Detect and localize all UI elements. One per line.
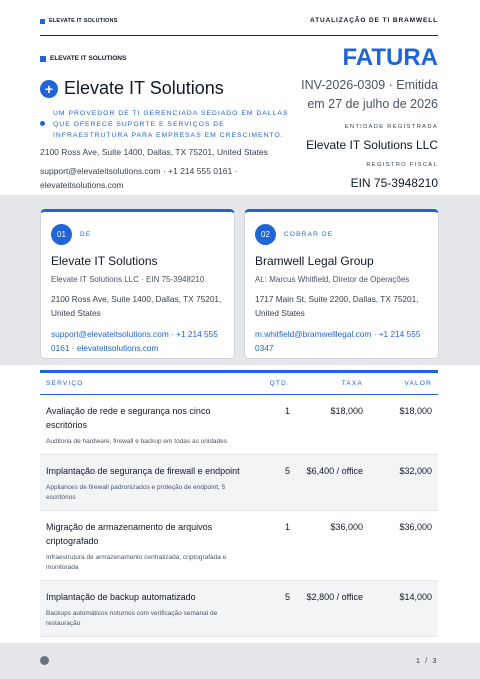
service-cell: [40, 520, 250, 580]
square-icon: [40, 19, 45, 24]
from-sub: Elevate IT Solutions LLC · EIN 75-3948210: [51, 275, 205, 284]
service-name: Migração de armazenamento de arquivos criptografado: [46, 521, 213, 546]
rate-cell: $2,800 / office: [306, 591, 363, 602]
from-contact-link[interactable]: support@elevateitsolutions.com · +1 214 555 0161 · elevateitsolutions.com: [51, 329, 218, 353]
from-address: 2100 Ross Ave, Suite 1400, Dallas, TX 75201, United States: [51, 294, 222, 318]
tax-label: REGISTRO FISCAL: [366, 162, 438, 168]
rate-cell: $6,400 / office: [306, 465, 363, 476]
table-row: [40, 511, 438, 581]
table-row: [40, 455, 438, 511]
table-header: [40, 370, 438, 395]
service-name: Implantação de backup automatizado: [46, 591, 196, 602]
qty-cell: 5: [284, 465, 290, 476]
rate-cell: $36,000: [330, 521, 363, 532]
top-bar: [40, 14, 438, 36]
topbar-brand: [40, 18, 118, 24]
header-amount: VALOR: [404, 380, 432, 387]
rate-cell: $18,000: [330, 406, 363, 416]
header-qty: QTD.: [269, 380, 290, 387]
company-name: Elevate IT Solutions: [64, 78, 224, 98]
page-footer: [0, 643, 480, 679]
service-desc: Infraestrutura de armazenamento centralizada, criptografada e monitorada: [46, 553, 227, 571]
from-card-header: [51, 224, 224, 245]
invoice-meta: [298, 44, 438, 190]
service-name: Avaliação de rede e segurança nos cinco escritórios: [46, 406, 211, 430]
from-name: Elevate IT Solutions: [51, 254, 158, 268]
topbar-brand-text: ELEVATE IT SOLUTIONS: [49, 18, 118, 24]
bill-to-name: Bramwell Legal Group: [255, 254, 374, 268]
bill-to-contact-link[interactable]: m.whitfield@bramwelllegal.com · +1 214 555 0347: [255, 329, 421, 353]
square-icon: [40, 56, 46, 62]
entity-name: Elevate IT Solutions LLC: [306, 138, 438, 152]
amount-cell: $36,000: [399, 521, 432, 532]
bill-to-label: COBRAR DE: [284, 231, 334, 238]
bill-to-number-badge: 02: [255, 224, 276, 245]
table-row: [40, 395, 438, 455]
amount-cell: $32,000: [399, 465, 432, 476]
invoice-title: FATURA: [342, 44, 438, 71]
company-address: 2100 Ross Ave, Suite 1400, Dallas, TX 75201, United States: [40, 147, 268, 157]
table-row: [40, 581, 438, 637]
qty-cell: 1: [284, 521, 290, 532]
bill-to-card: [244, 209, 439, 359]
service-desc: Backups automáticos noturnos com verificação semanal de restauração: [46, 609, 218, 627]
from-card: [40, 209, 235, 359]
header-rate: TAXA: [341, 380, 363, 387]
bill-to-address: 1717 Main St, Suite 2200, Dallas, TX 75201, United States: [255, 294, 419, 318]
bill-to-card-header: [255, 224, 428, 245]
service-desc: Appliances de firewall padronizados e proteção de endpoint, 5 escritórios: [46, 483, 226, 501]
service-cell: [40, 404, 250, 454]
service-name: Implantação de segurança de firewall e endpoint: [46, 465, 240, 476]
service-cell: [40, 590, 250, 636]
topbar-title: ATUALIZAÇÃO DE TI BRAMWELL: [310, 17, 438, 24]
bullet-dot-icon: [40, 121, 45, 126]
company-tagline: [40, 108, 300, 141]
service-cell: [40, 464, 250, 510]
tax-id: EIN 75-3948210: [350, 176, 438, 190]
page-number: 1 / 3: [415, 656, 438, 665]
qty-cell: 1: [284, 406, 290, 416]
company-contact: support@elevateitsolutions.com · +1 214 555 0161 · elevateitsolutions.com: [40, 166, 238, 190]
tagline-text: UM PROVEDOR DE TI GERENCIADA SEDIADO EM DALLAS QUE OFERECE SUPORTE E SERVIÇOS DE INFRAESTRUTURA PARA EMPRESAS EM CRESCIMENTO.: [53, 110, 289, 139]
header-service: SERVIÇO: [46, 380, 84, 387]
footer-dot-icon: [40, 656, 49, 665]
plus-icon: +: [40, 80, 58, 98]
entity-label: ENTIDADE REGISTRADA: [344, 124, 438, 130]
services-table: [40, 370, 438, 637]
amount-cell: $14,000: [399, 591, 432, 602]
amount-cell: $18,000: [399, 406, 432, 416]
from-label: DE: [80, 231, 92, 238]
service-desc: Auditoria de hardware, firewall e backup em todas as unidades: [46, 438, 228, 445]
from-number-badge: 01: [51, 224, 72, 245]
bill-to-attention: At.: Marcus Whitfield, Diretor de Operações: [255, 275, 410, 284]
brand-label-text: ELEVATE IT SOLUTIONS: [50, 55, 127, 62]
company-heading: [40, 78, 224, 99]
invoice-number: INV-2026-0309 · Emitida em 27 de julho de 2026: [301, 78, 438, 111]
brand-label: [40, 55, 126, 62]
qty-cell: 5: [284, 591, 290, 602]
